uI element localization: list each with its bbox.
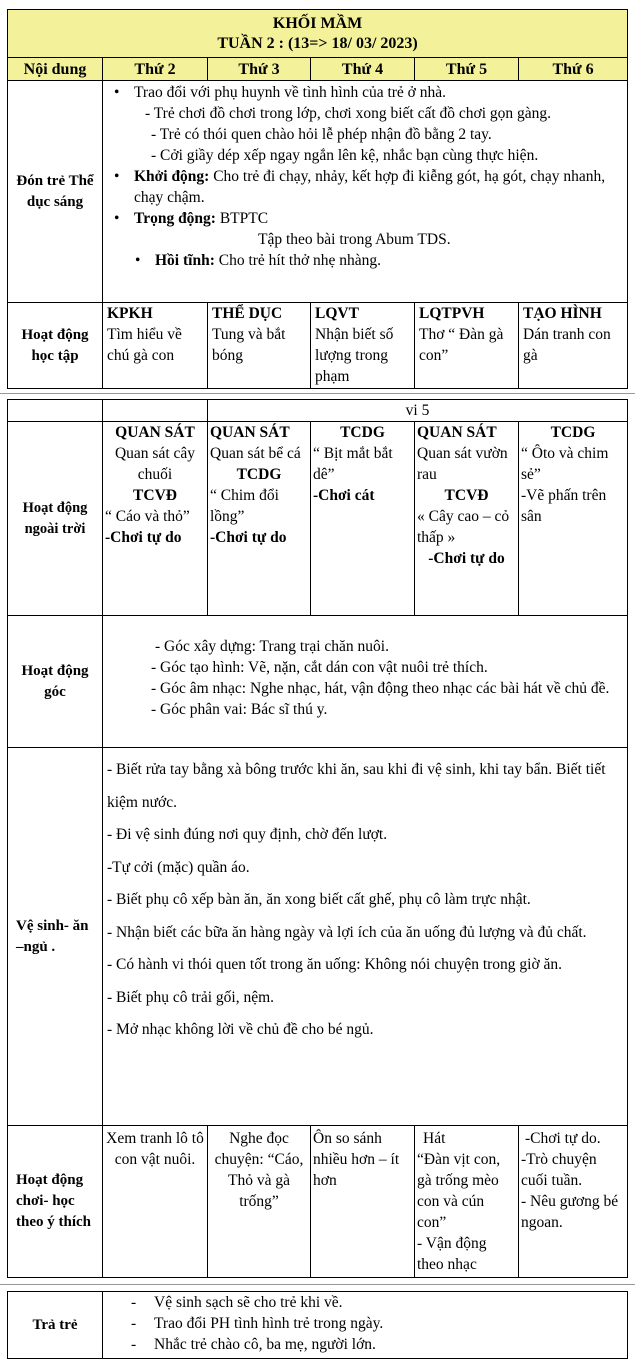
list-item: - Góc âm nhạc: Nghe nhạc, hát, vận động theo nhạc các bài hát về chủ đề.	[151, 680, 610, 697]
page-break-line	[0, 1284, 635, 1285]
list-item: - Biết rửa tay bằng xà bông trước khi ăn, sau khi đi vệ sinh, khi tay bẩn. Biết tiết kiệm nước.	[107, 761, 606, 811]
list-item: - Mở nhạc không lời về chủ đề cho bé ngủ.	[107, 1021, 374, 1038]
week-range: TUẦN 2 : (13=> 18/ 03/ 2023)	[217, 34, 418, 52]
list-item: - Nhắc trẻ chào cô, ba mẹ, người lớn.	[131, 1336, 376, 1353]
row-label-ve-sinh: Vệ sinh- ăn –ngủ .	[8, 748, 103, 1126]
list-item: - Trẻ chơi đồ chơi trong lớp, chơi xong biết cất đồ chơi gọn gàng.	[145, 105, 552, 122]
hoc-fri: TẠO HÌNH Dán tranh con gà	[519, 303, 628, 389]
row-label-ngoai-troi: Hoạt động ngoài trời	[8, 422, 103, 616]
don-tre-content	[103, 81, 628, 303]
trong-dong-sub: Tập theo bài trong Abum TDS.	[258, 231, 451, 248]
row-label-choi-theo-y-thich: Hoạt động chơi- học theo ý thích	[8, 1126, 103, 1278]
ngoai-troi-fri: TCDG “ Ôto và chim sẻ” -Vẽ phấn trên sân	[519, 422, 628, 616]
schedule-table-page-2	[7, 399, 628, 1278]
ve-sinh-content	[103, 748, 628, 1126]
choi-wed: Ôn so sánh nhiều hơn – ít hơn	[311, 1126, 415, 1278]
page-title: KHỐI MẦM	[272, 14, 363, 32]
choi-tue: Nghe đọc chuyện: “Cáo, Thỏ và gà trống”	[208, 1126, 311, 1278]
tra-tre-content	[103, 1292, 628, 1359]
header-cell	[8, 10, 628, 58]
schedule-table-page-1	[7, 9, 628, 389]
list-item: - Trao đổi PH tình hình trẻ trong ngày.	[131, 1315, 384, 1332]
choi-thu: Hát “Đàn vịt con, gà trống mèo con và cún con” - Vận động theo nhạc	[415, 1126, 519, 1278]
hoc-tue: THỂ DỤC Tung và bắt bóng	[208, 303, 311, 389]
column-header-fri: Thứ 6	[519, 58, 628, 81]
page-break-line	[0, 393, 635, 394]
row-label-tra-tre: Trả trẻ	[8, 1292, 103, 1359]
list-item: - Trẻ có thói quen chào hỏi lễ phép nhận đồ bằng 2 tay.	[151, 126, 492, 143]
list-item: - Nhận biết các bữa ăn hàng ngày và lợi ích của ăn uống đủ lượng và đủ chất.	[107, 923, 587, 941]
ngoai-troi-thu: QUAN SÁT Quan sát vườn rau TCVĐ « Cây cao – cỏ thấp » -Chơi tự do	[415, 422, 519, 616]
continued-fragment: vi 5	[208, 400, 628, 422]
row-label-hoat-dong-goc: Hoạt động góc	[8, 616, 103, 748]
list-item: - Góc tạo hình: Vẽ, nặn, cắt dán con vật nuôi trẻ thích.	[151, 659, 488, 676]
choi-fri: -Chơi tự do. -Trò chuyện cuối tuần. - Nêu gương bé ngoan.	[519, 1126, 628, 1278]
khoi-dong-item: • Khởi động: Cho trẻ đi chạy, nhảy, kết hợp đi kiễng gót, hạ gót, chạy nhanh, chạy chậm.	[134, 166, 623, 208]
row-label-don-tre: Đón trẻ Thể dục sáng	[8, 81, 103, 303]
list-item: -Tự cởi (mặc) quần áo.	[107, 858, 250, 876]
column-header-wed: Thứ 4	[311, 58, 415, 81]
column-header-mon: Thứ 2	[103, 58, 208, 81]
ngoai-troi-mon: QUAN SÁT Quan sát cây chuối TCVĐ “ Cáo và thỏ” -Chơi tự do	[103, 422, 208, 616]
column-header-thu: Thứ 5	[415, 58, 519, 81]
list-item: • Trao đổi với phụ huynh về tình hình của trẻ ở nhà.	[134, 82, 623, 103]
choi-mon: Xem tranh lô tô con vật nuôi.	[103, 1126, 208, 1278]
list-item: - Góc xây dựng: Trang trại chăn nuôi.	[155, 638, 389, 655]
list-item: - Có hành vi thói quen tốt trong ăn uống: Không nói chuyện trong giờ ăn.	[107, 956, 563, 973]
hoc-thu: LQTPVH Thơ “ Đàn gà con”	[415, 303, 519, 389]
list-item: - Góc phân vai: Bác sĩ thú y.	[151, 701, 328, 718]
hoi-tinh-item: • Hồi tĩnh: Cho trẻ hít thở nhẹ nhàng.	[155, 250, 623, 271]
ngoai-troi-wed: TCDG “ Bịt mắt bắt dê” -Chơi cát	[311, 422, 415, 616]
hoc-mon: KPKH Tìm hiểu về chú gà con	[103, 303, 208, 389]
hoc-wed: LQVT Nhận biết số lượng trong phạm	[311, 303, 415, 389]
list-item: - Vệ sinh sạch sẽ cho trẻ khi về.	[131, 1294, 343, 1311]
row-label-hoat-dong-hoc: Hoạt động học tập	[8, 303, 103, 389]
column-header-tue: Thứ 3	[208, 58, 311, 81]
list-item: - Đi vệ sinh đúng nơi quy định, chờ đến lượt.	[107, 826, 388, 843]
list-item: - Biết phụ cô trải gối, nệm.	[107, 988, 275, 1006]
list-item: - Biết phụ cô xếp bàn ăn, ăn xong biết cất ghế, phụ cô làm trực nhật.	[107, 891, 531, 908]
column-header-content: Nội dung	[8, 58, 103, 81]
hoat-dong-goc-content	[103, 616, 628, 748]
trong-dong-item: • Trọng động: BTPTC	[134, 208, 623, 229]
schedule-table-page-3	[7, 1291, 628, 1359]
list-item: - Cởi giầy dép xếp ngay ngắn lên kệ, nhắc bạn cùng thực hiện.	[151, 147, 539, 164]
ngoai-troi-tue: QUAN SÁT Quan sát bể cá TCDG “ Chim đổi lồng” -Chơi tự do	[208, 422, 311, 616]
